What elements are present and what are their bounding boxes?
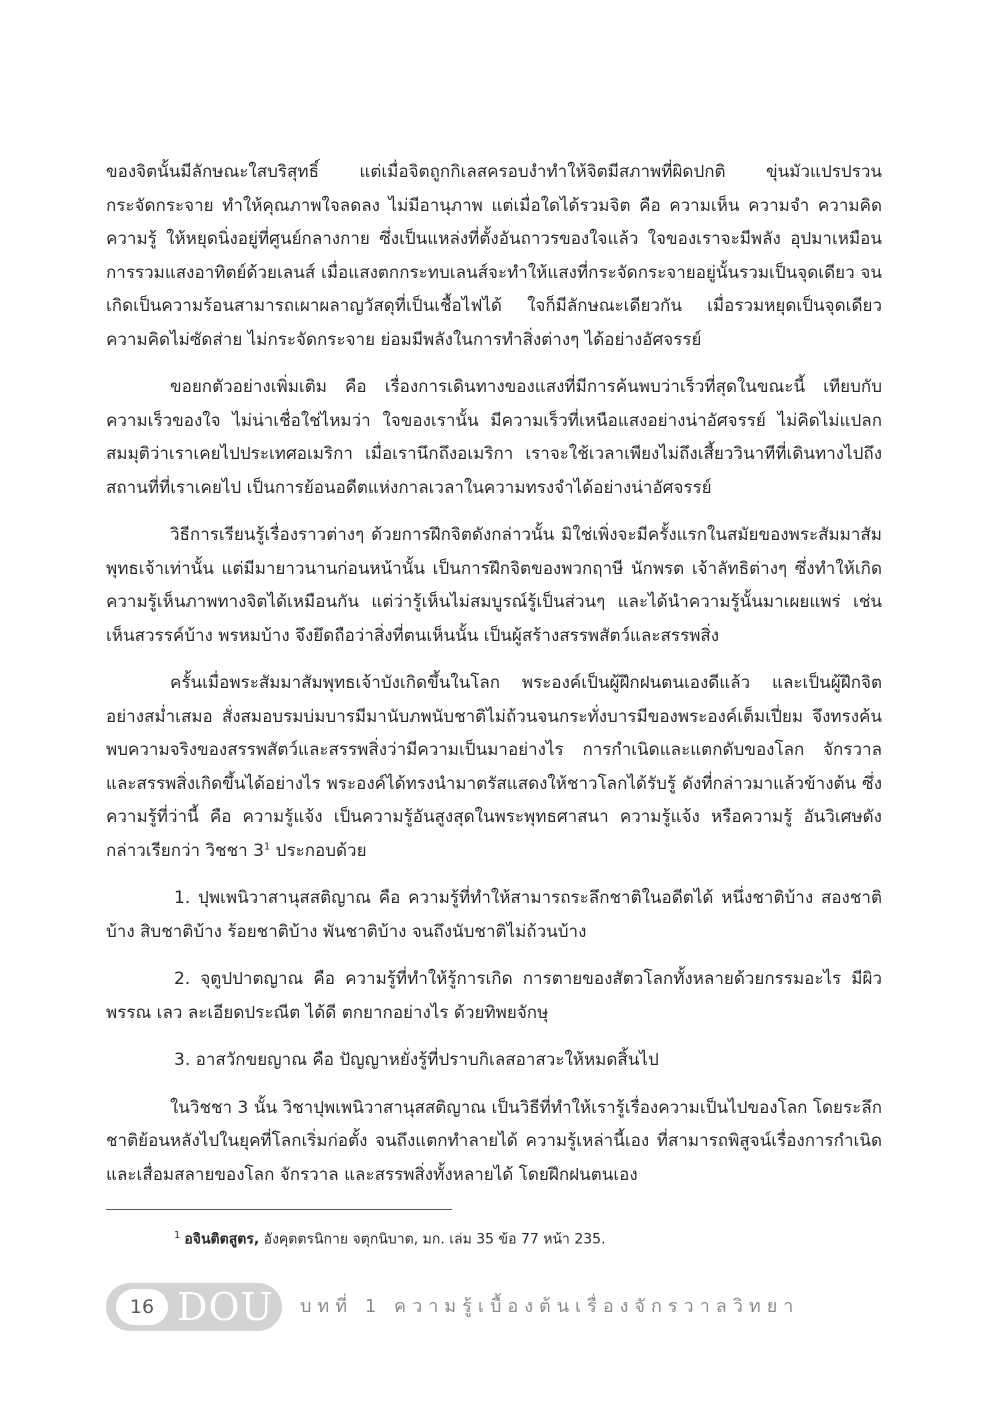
paragraph-text-tail: ประกอบด้วย [270,840,367,861]
page-body [106,156,882,1206]
footnote-title: อจินติตสูตร, [184,1231,260,1248]
footnote-divider [106,1209,452,1210]
paragraph: วิธีการเรียนรู้เรื่องราวต่างๆ ด้วยการฝึกจิตดังกล่าวนั้น มิใช่เพิ่งจะมีครั้งแรกในสมัยของพระสัมมาสัมพุทธเจ้าเท่านั้น แต่มีมายาวนานก่อนหน้านั้น เป็นการฝึกจิตของพวกฤาษี นักพรต เจ้าลัทธิต่างๆ ซึ่งทำให้เกิดความรู้เห็นภาพทางจิตได้เหมือนกัน แต่ว่ารู้เห็นไม่สมบูรณ์รู้เป็นส่วนๆ และได้นำความรู้นั้นมาเผยแพร่ เช่น เห็นสวรรค์บ้าง พรหมบ้าง จึงยึดถือว่าสิ่งที่ตนเห็นนั้น เป็นผู้สร้างสรรพสัตว์และสรรพสิ่ง [106,525,883,646]
footnote [174,1226,874,1250]
paragraph-text: ครั้นเมื่อพระสัมมาสัมพุทธเจ้าบังเกิดขึ้นในโลก พระองค์เป็นผู้ฝึกฝนตนเองดีแล้ว และเป็นผู้ฝึกจิตอย่างสม่ำเสมอ สั่งสมอบรมบ่มบารมีมานับภพนับชาติไม่ถ้วนจนกระทั่งบารมีของพระองค์เต็มเปี่ยม จึงทรงค้นพบความจริงของสรรพสัตว์และสรรพสิ่งว่ามีความเป็นมาอย่างไร การกำเนิดและแตกดับของโลก จักรวาลและสรรพสิ่งเกิดขึ้นได้อย่างไร พระองค์ได้ทรงนำมาตรัสแสดงให้ชาวโลกได้รับรู้ ดังที่กล่าวมาแล้วข้างต้น ซึ่งความรู้ที่ว่านี้ คือ ความรู้แจ้ง เป็นความรู้อันสูงสุดในพระพุทธศาสนา ความรู้แจ้ง หรือความรู้ อันวิเศษดังกล่าวเรียกว่า วิชชา 3 [106,673,882,861]
paragraph: ของจิตนั้นมีลักษณะใสบริสุทธิ์ แต่เมื่อจิตถูกกิเลสครอบงำทำให้จิตมีสภาพที่ผิดปกติ ขุ่นมัวแปรปรวนกระจัดกระจาย ทำให้คุณภาพใจลดลง ไม่มีอานุภาพ แต่เมื่อใดได้รวมจิต คือ ความเห็น ความจำ ความคิด ความรู้ ให้หยุดนิ่งอยู่ที่ศูนย์กลางกาย ซึ่งเป็นแหล่งที่ตั้งอันถาวรของใจแล้ว ใจของเราจะมีพลัง อุปมาเหมือนการรวมแสงอาทิตย์ด้วยเลนส์ เมื่อแสงตกกระทบเลนส์จะทำให้แสงที่กระจัดกระจายอยู่นั้นรวมเป็นจุดเดียว จนเกิดเป็นความร้อนสามารถเผาผลาญวัสดุที่เป็นเชื้อไฟได้ ใจก็มีลักษณะเดียวกัน เมื่อรวมหยุดเป็นจุดเดียว ความคิดไม่ซัดส่าย ไม่กระจัดกระจาย ย่อมมีพลังในการทำสิ่งต่างๆ ได้อย่างอัศจรรย์ [106,162,882,350]
paragraph: ขอยกตัวอย่างเพิ่มเติม คือ เรื่องการเดินทางของแสงที่มีการค้นพบว่าเร็วที่สุดในขณะนี้ เทียบกับความเร็วของใจ ไม่น่าเชื่อใช่ไหมว่า ใจของเรานั้น มีความเร็วที่เหนือแสงอย่างน่าอัศจรรย์ ไม่คิดไม่แปลก สมมุติว่าเราเคยไปประเทศอเมริกา เมื่อเรานึกถึงอเมริกา เราจะใช้เวลาเพียงไม่ถึงเสี้ยววินาทีที่เดินทางไปถึงสถานที่ที่เราเคยไป เป็นการย้อนอดีตแห่งกาลเวลาในความทรงจำได้อย่างน่าอัศจรรย์ [106,377,882,498]
chapter-title: บทที่ 1 ความรู้เบื้องต้นเรื่องจักรวาลวิทยา [300,1296,800,1317]
footnote-text: อังคุตตรนิกาย จตุกนิบาต, มก. เล่ม 35 ข้อ 77 หน้า 235. [259,1231,606,1248]
page-number: 16 [116,1289,168,1325]
footnote-reference[interactable]: 1 [263,840,271,852]
footnote-number: 1 [174,1230,181,1241]
paragraph: ในวิชชา 3 นั้น วิชาปุพเพนิวาสานุสสติญาณ เป็นวิธีที่ทำให้เรารู้เรื่องความเป็นไปของโลก โดยระลึกชาติย้อนหลังไปในยุคที่โลกเริ่มก่อตั้ง จนถึงแตกทำลายได้ ความรู้เหล่านี้เอง ที่สามารถพิสูจน์เรื่องการกำเนิด และเสื่อมสลายของโลก จักรวาล และสรรพสิ่งทั้งหลายได้ โดยฝึกฝนตนเอง [106,1097,882,1185]
list-item: 3. อาสวักขยญาณ คือ ปัญญาหยั่งรู้ที่ปราบกิเลสอาสวะให้หมดสิ้นไป [174,1050,659,1070]
list-item: 2. จุตูปปาตญาณ คือ ความรู้ที่ทำให้รู้การเกิด การตายของสัตวโลกทั้งหลายด้วยกรรมอะไร มีผิวพรรณ เลว ละเอียดประณีต ได้ดี ตกยากอย่างไร ด้วยทิพยจักษุ [106,969,882,1023]
paragraph-with-footnote [106,667,882,868]
dou-logo: DOU [177,1285,274,1329]
list-item: 1. ปุพเพนิวาสานุสสติญาณ คือ ความรู้ที่ทำให้สามารถระลึกชาติในอดีตได้ หนึ่งชาติบ้าง สองชาติบ้าง สิบชาติบ้าง ร้อยชาติบ้าง พันชาติบ้าง จนถึงนับชาติไม่ถ้วนบ้าง [106,888,882,942]
